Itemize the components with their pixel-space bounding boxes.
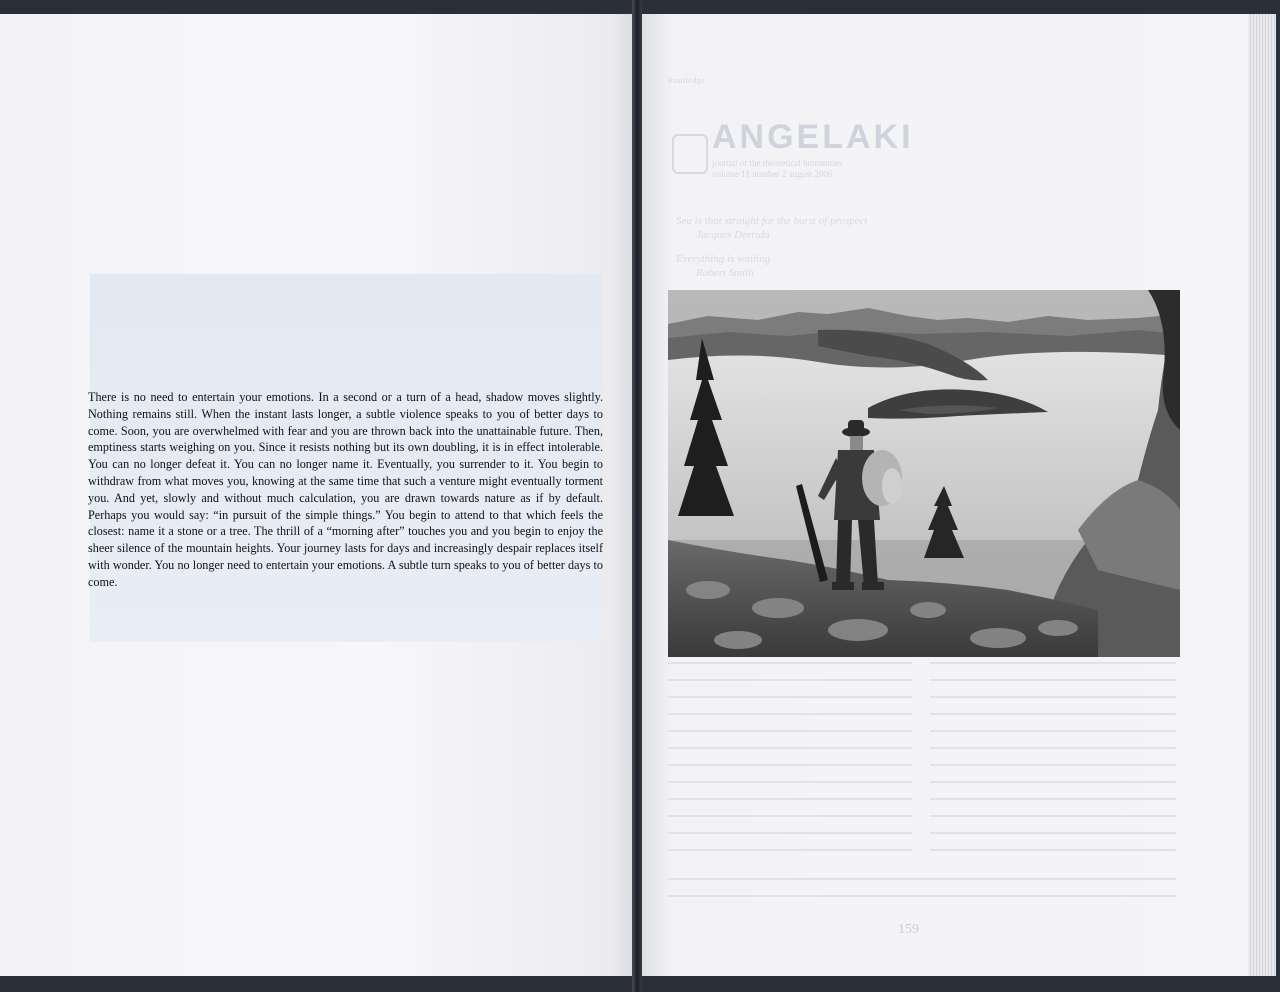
show-through-journal-subtitle-line: journal of the theoretical humanities [712,158,843,168]
show-through-epigraph-1: Sea is that straight for the burst of prospect [676,215,868,227]
show-through-footer [668,878,1176,902]
show-through-page-number: 159 [898,922,919,937]
show-through-epigraph-2-author: Robert Smith [696,267,754,279]
page-edges [1248,14,1276,976]
photograph-hunter-icon [668,290,1180,657]
show-through-imprint: Routledge [668,76,706,85]
show-through-column-right [930,662,1176,858]
show-through-column-left [668,662,912,858]
hunter-photograph [668,290,1180,657]
left-page-paragraph: There is no need to entertain your emotions. In a second or a turn of a head, shadow moves slightly. Nothing remains still. When the instant lasts longer, a subtle violence speaks to you of better days to come. Soon, you are overwhelmed with fear and you are thrown back into the unattainable future. Then, emptiness starts weighing on you. Since it resists nothing but its own doubling, it is in effect intolerable. You can no longer defeat it. You can no longer name it. Eventually, you surrender to it. You begin to withdraw from what moves you, knowing at the same time that such a venture might eventually torment you. And yet, slowly and without much calculation, you are drawn towards nature as if by default. Perhaps you would say: “in pursuit of the simple things.” You begin to attend to that which feels the closest: name it a stone or a tree. The thrill of a “morning after” touches you and you begin to enjoy the sheer silence of the mountain heights. Your journey lasts for days and increasingly despair replaces itself with wonder. You no longer need to entertain your emotions. A subtle turn speaks to you of better days to come. [88,390,603,589]
show-through-journal-title: ANGELAKI [712,118,914,156]
book-gutter [632,0,642,992]
show-through-epigraph-2: Everything is waiting [676,253,771,265]
show-through-journal-issue: volume 11 number 2 august 2006 [712,169,833,179]
show-through-epigraph-1-author: Jacques Derrida [696,229,770,241]
show-through-journal-subtitle [712,158,842,180]
show-through-logo-icon [672,134,708,174]
show-through-epigraph [676,214,916,280]
